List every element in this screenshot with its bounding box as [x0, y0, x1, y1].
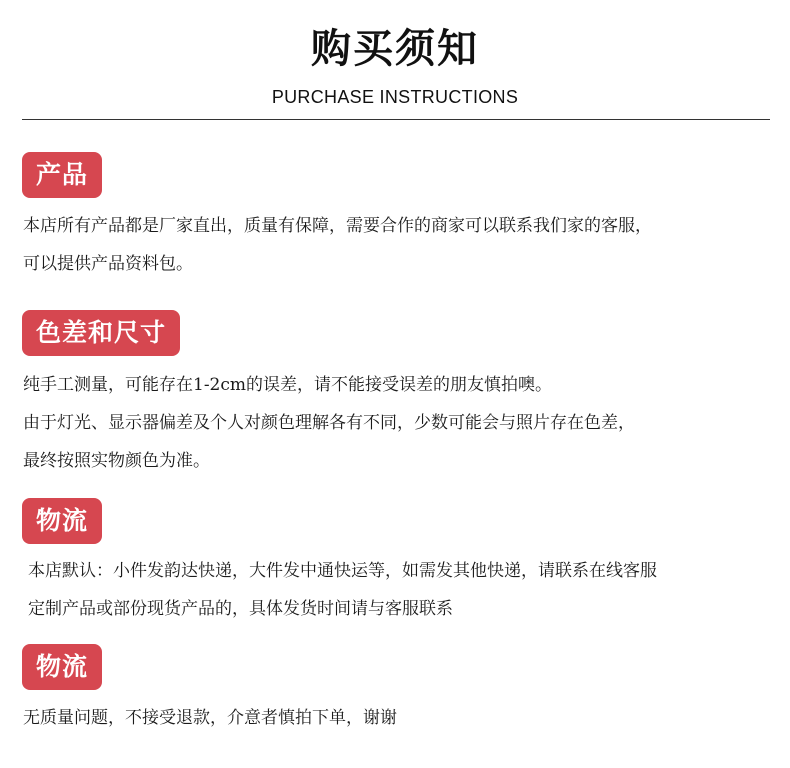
- section-line: 由于灯光、显示器偏差及个人对颜色理解各有不同，少数可能会与照片存在色差，: [23, 413, 635, 433]
- section-line: 定制产品或部份现货产品的，具体发货时间请与客服联系: [28, 599, 453, 619]
- section-line: 无质量问题，不接受退款，介意者慎拍下单，谢谢: [23, 708, 397, 728]
- section-line: 可以提供产品资料包。: [23, 254, 193, 274]
- section-body-color-size: [23, 366, 783, 480]
- section-badge-returns: 物流: [22, 644, 102, 690]
- section-body-returns: [23, 699, 783, 737]
- header-divider: [22, 119, 770, 120]
- section-line: 本店所有产品都是厂家直出，质量有保障，需要合作的商家可以联系我们家的客服，: [23, 216, 652, 236]
- section-body-logistics: [28, 552, 788, 628]
- section-badge-color-size: 色差和尺寸: [22, 310, 180, 356]
- section-badge-product: 产品: [22, 152, 102, 198]
- section-body-product: [23, 207, 783, 283]
- section-line: 本店默认：小件发韵达快递，大件发中通快运等，如需发其他快递，请联系在线客服: [28, 561, 657, 581]
- page-title: 购买须知: [311, 26, 479, 72]
- page-subtitle: PURCHASE INSTRUCTIONS: [271, 87, 519, 107]
- section-line: 纯手工测量，可能存在1-2cm的误差，请不能接受误差的朋友慎拍噢。: [23, 375, 553, 395]
- section-badge-logistics: 物流: [22, 498, 102, 544]
- section-line: 最终按照实物颜色为准。: [23, 451, 210, 471]
